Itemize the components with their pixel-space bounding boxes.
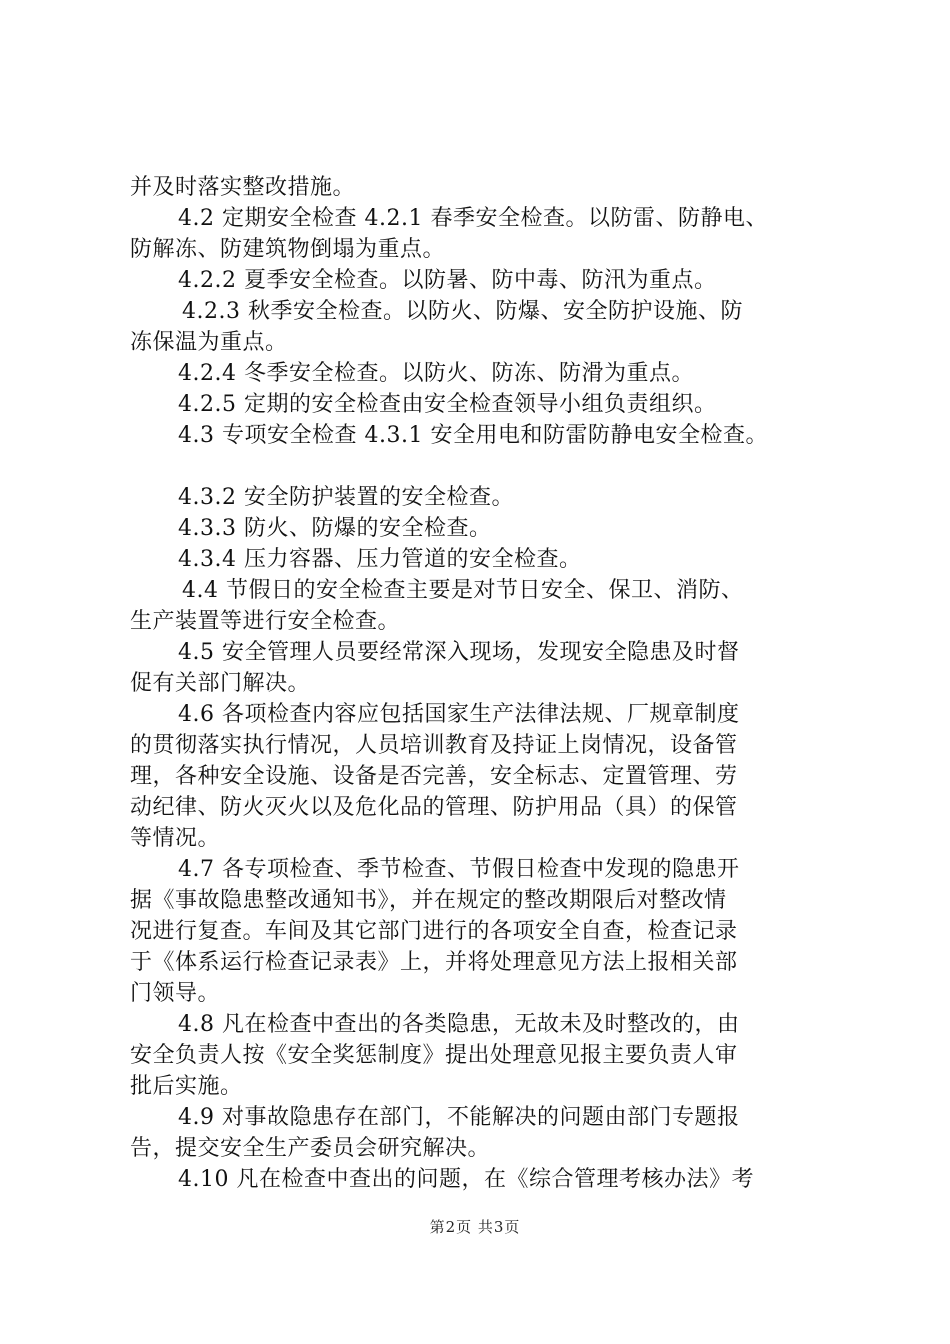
text-line: 据《事故隐患整改通知书》，并在规定的整改期限后对整改情 xyxy=(130,888,727,913)
text-line: 4.10 凡在检查中查出的问题，在《综合管理考核办法》考 xyxy=(178,1167,754,1192)
text-line: 门领导。 xyxy=(130,981,221,1006)
text-line: 安全负责人按《安全奖惩制度》提出处理意见报主要负责人审 xyxy=(130,1043,738,1068)
text-line: 4.7 各专项检查、季节检查、节假日检查中发现的隐患开 xyxy=(178,857,740,882)
paragraph-gap xyxy=(130,451,835,482)
text-line: 4.2.3 秋季安全检查。以防火、防爆、安全防护设施、防 xyxy=(182,299,743,324)
text-line: 等情况。 xyxy=(130,826,221,851)
text-line: 4.3.2 安全防护装置的安全检查。 xyxy=(178,485,514,510)
text-line: 理，各种安全设施、设备是否完善，安全标志、定置管理、劳 xyxy=(130,764,738,789)
text-line: 况进行复查。车间及其它部门进行的各项安全自查，检查记录 xyxy=(130,919,738,944)
text-line: 生产装置等进行安全检查。 xyxy=(130,609,401,634)
text-line: 4.2.2 夏季安全检查。以防暑、防中毒、防汛为重点。 xyxy=(178,268,717,293)
text-line: 4.2.5 定期的安全检查由安全检查领导小组负责组织。 xyxy=(178,392,717,417)
text-line: 4.5 安全管理人员要经常深入现场，发现安全隐患及时督 xyxy=(178,640,740,665)
text-line: 动纪律、防火灭火以及危化品的管理、防护用品（具）的保管 xyxy=(130,795,738,820)
text-line: 促有关部门解决。 xyxy=(130,671,311,696)
text-line: 冻保温为重点。 xyxy=(130,330,288,355)
text-line: 批后实施。 xyxy=(130,1074,243,1099)
text-line: 4.2.4 冬季安全检查。以防火、防冻、防滑为重点。 xyxy=(178,361,694,386)
text-line: 4.3.3 防火、防爆的安全检查。 xyxy=(178,516,492,541)
text-line: 告，提交安全生产委员会研究解决。 xyxy=(130,1136,491,1161)
text-line: 于《体系运行检查记录表》上，并将处理意见方法上报相关部 xyxy=(130,950,738,975)
text-line: 4.8 凡在检查中查出的各类隐患，无故未及时整改的，由 xyxy=(178,1012,740,1037)
text-line: 的贯彻落实执行情况，人员培训教育及持证上岗情况，设备管 xyxy=(130,733,738,758)
text-line: 4.9 对事故隐患存在部门，不能解决的问题由部门专题报 xyxy=(178,1105,740,1130)
document-body xyxy=(130,172,835,1195)
text-line: 并及时落实整改措施。 xyxy=(130,175,356,200)
text-line: 4.2 定期安全检查 4.2.1 春季安全检查。以防雷、防静电、 xyxy=(178,206,768,231)
text-line: 4.4 节假日的安全检查主要是对节日安全、保卫、消防、 xyxy=(182,578,744,603)
text-line: 防解冻、防建筑物倒塌为重点。 xyxy=(130,237,446,262)
text-line: 4.3 专项安全检查 4.3.1 安全用电和防雷防静电安全检查。 xyxy=(178,423,768,448)
page-footer: 第2页 共3页 xyxy=(429,1218,521,1236)
text-line: 4.3.4 压力容器、压力管道的安全检查。 xyxy=(178,547,582,572)
text-line: 4.6 各项检查内容应包括国家生产法律法规、厂规章制度 xyxy=(178,702,740,727)
